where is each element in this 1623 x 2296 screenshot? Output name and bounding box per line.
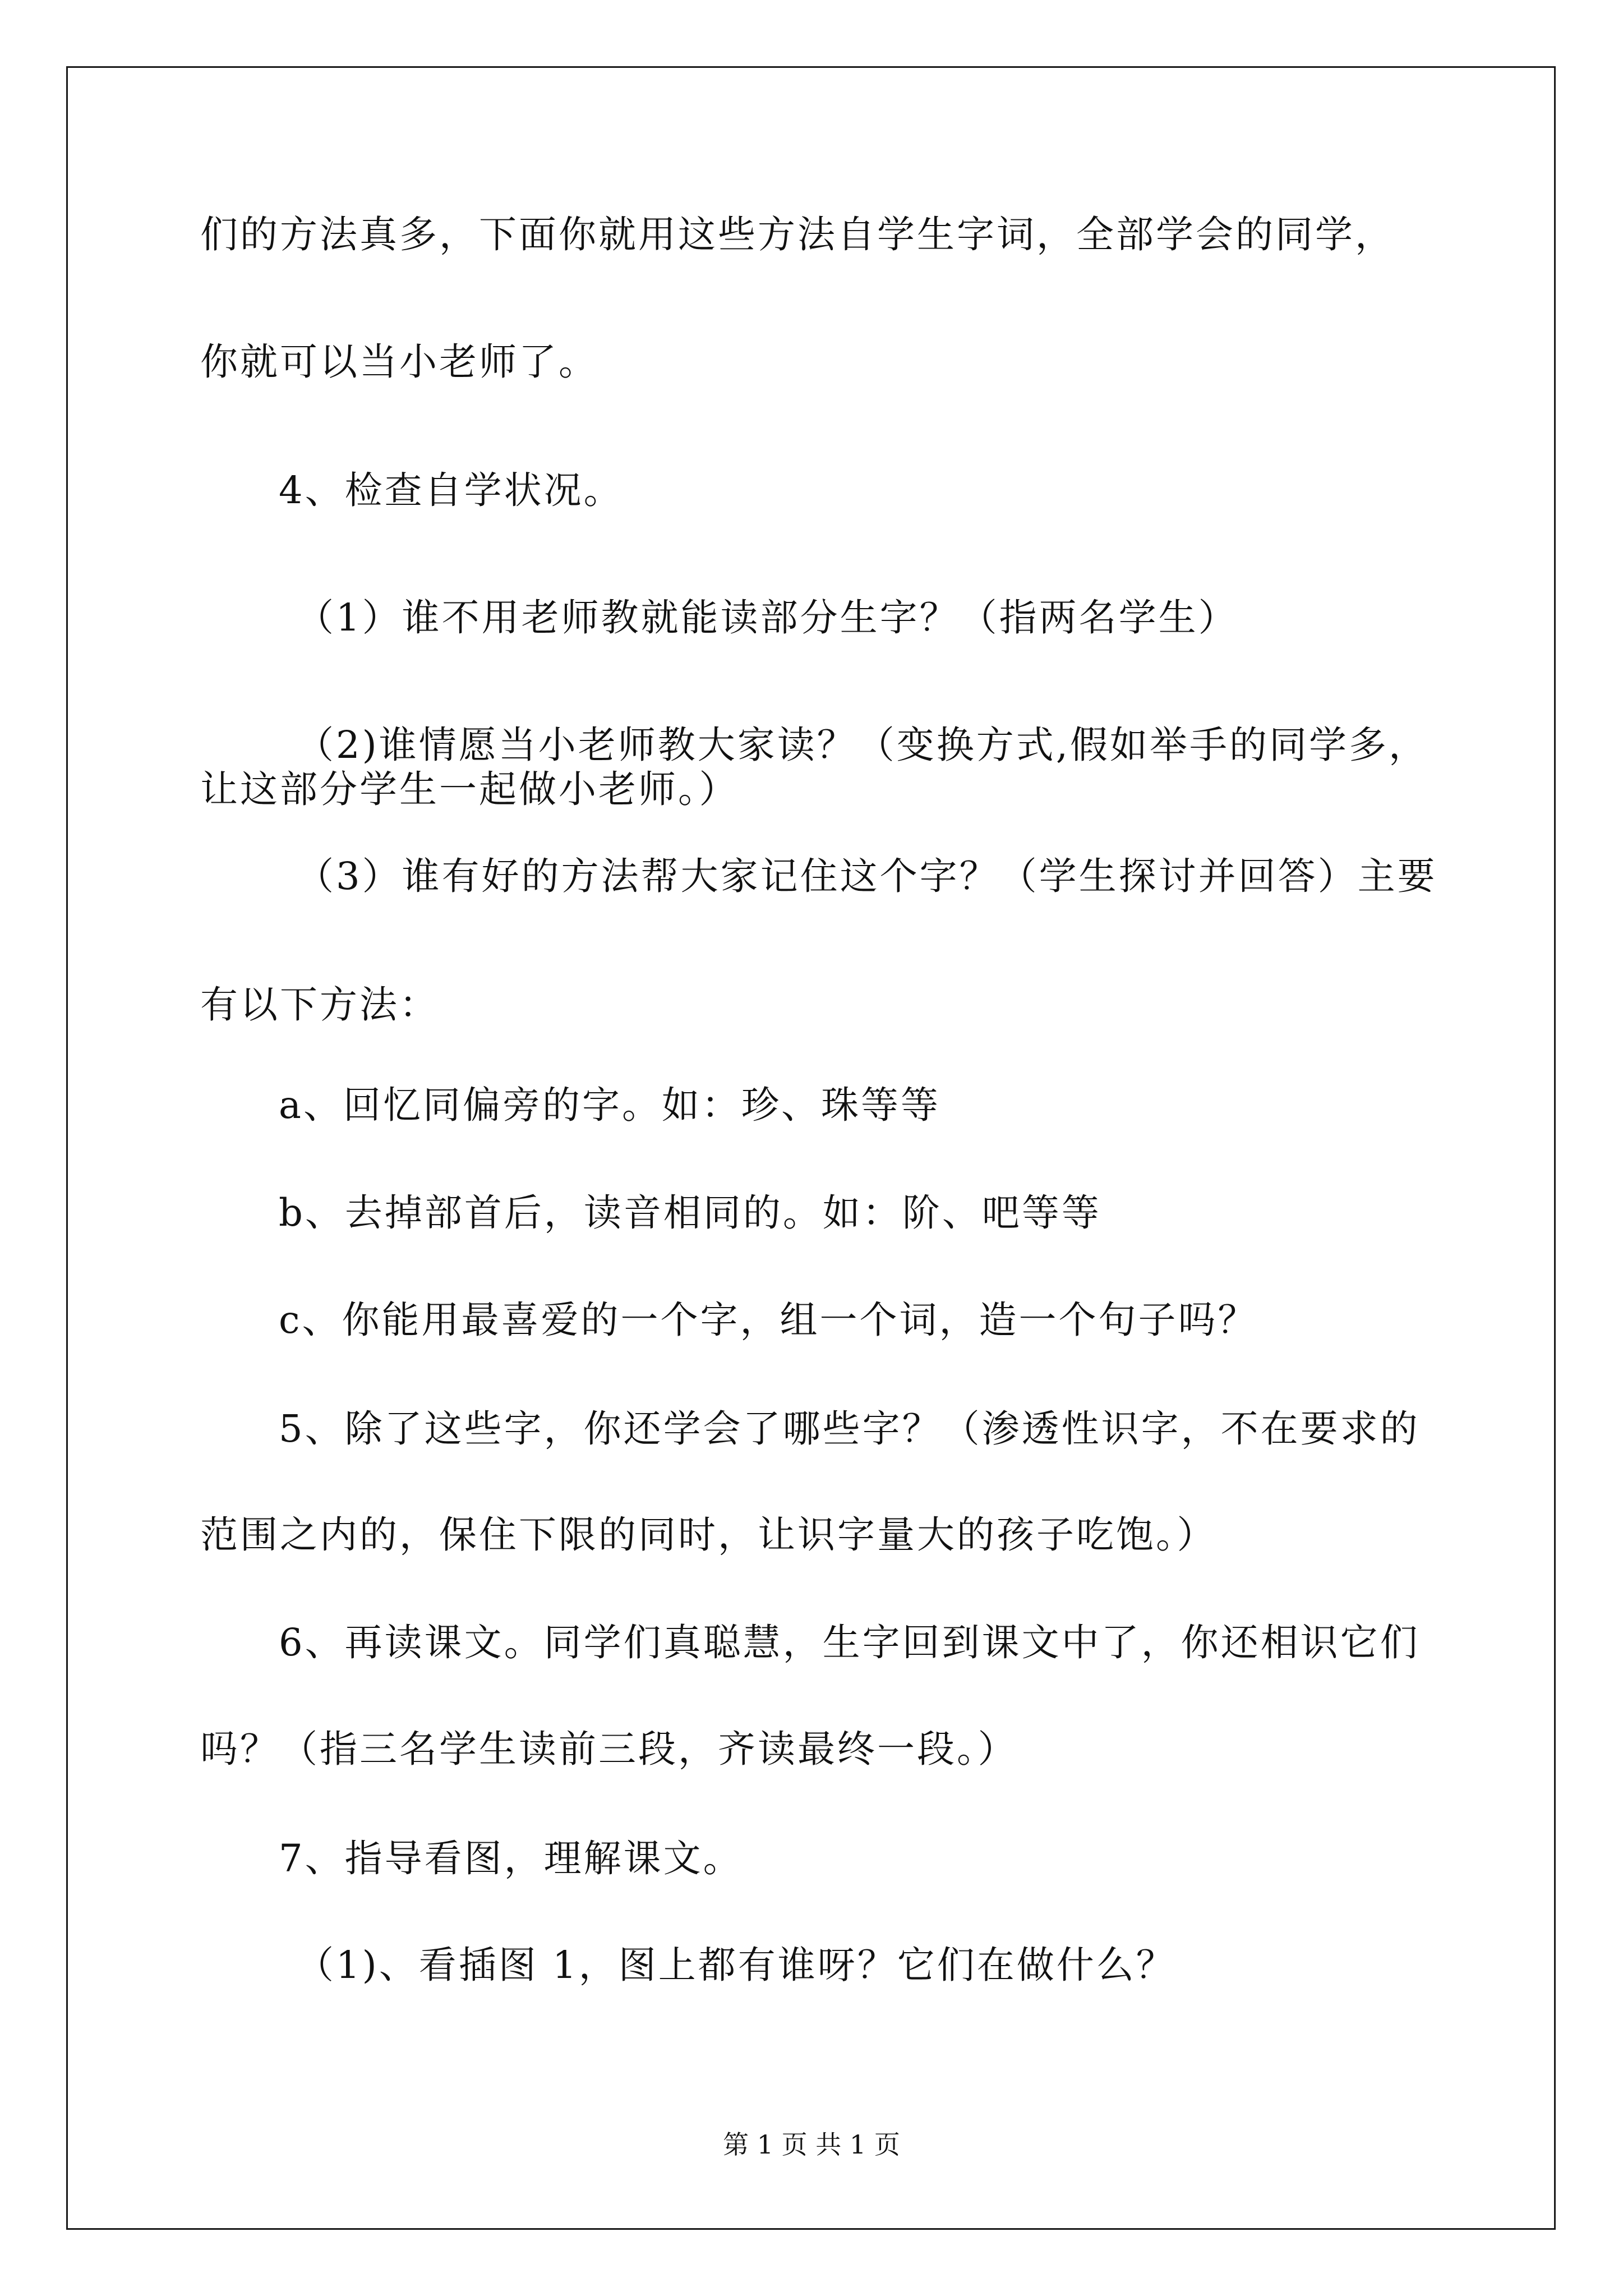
text-line-10: b、去掉部首后，读音相同的。如：阶、吧等等 [279, 1191, 1101, 1235]
text-line-5: （2)谁情愿当小老师教大家读？（变换方式,假如举手的同学多， [296, 723, 1429, 767]
text-line-12: 5、除了这些字，你还学会了哪些字？（渗透性识字，不在要求的 [279, 1407, 1420, 1451]
text-line-16: 7、指导看图，理解课文。 [279, 1837, 743, 1880]
text-line-15: 吗？（指三名学生读前三段，齐读最终一段。） [200, 1727, 1018, 1771]
text-line-13: 范围之内的，保住下限的同时，让识字量大的孩子吃饱。） [200, 1513, 1217, 1557]
text-line-6: 让这部分学生一起做小老师。） [200, 767, 739, 811]
page-footer: 第 1 页 共 1 页 [723, 2129, 900, 2160]
text-line-4: （1）谁不用老师教就能读部分生字？（指两名学生） [296, 596, 1238, 639]
text-line-9: a、回忆同偏旁的字。如：珍、珠等等 [279, 1083, 940, 1127]
text-line-14: 6、再读课文。同学们真聪慧，生字回到课文中了，你还相识它们 [279, 1621, 1420, 1664]
text-line-7: （3）谁有好的方法帮大家记住这个字？（学生探讨并回答）主要 [296, 854, 1437, 898]
text-line-11: c、你能用最喜爱的一个字，组一个词，造一个句子吗？ [279, 1298, 1258, 1342]
page-border [66, 66, 1556, 2230]
text-line-17: （1)、看插图 1，图上都有谁呀？它们在做什么？ [296, 1943, 1176, 1987]
text-line-8: 有以下方法： [200, 983, 439, 1027]
text-line-3: 4、检查自学状况。 [279, 468, 624, 512]
text-line-2: 你就可以当小老师了。 [200, 340, 598, 384]
text-line-1: 们的方法真多，下面你就用这些方法自学生字词，全部学会的同学， [200, 213, 1395, 256]
